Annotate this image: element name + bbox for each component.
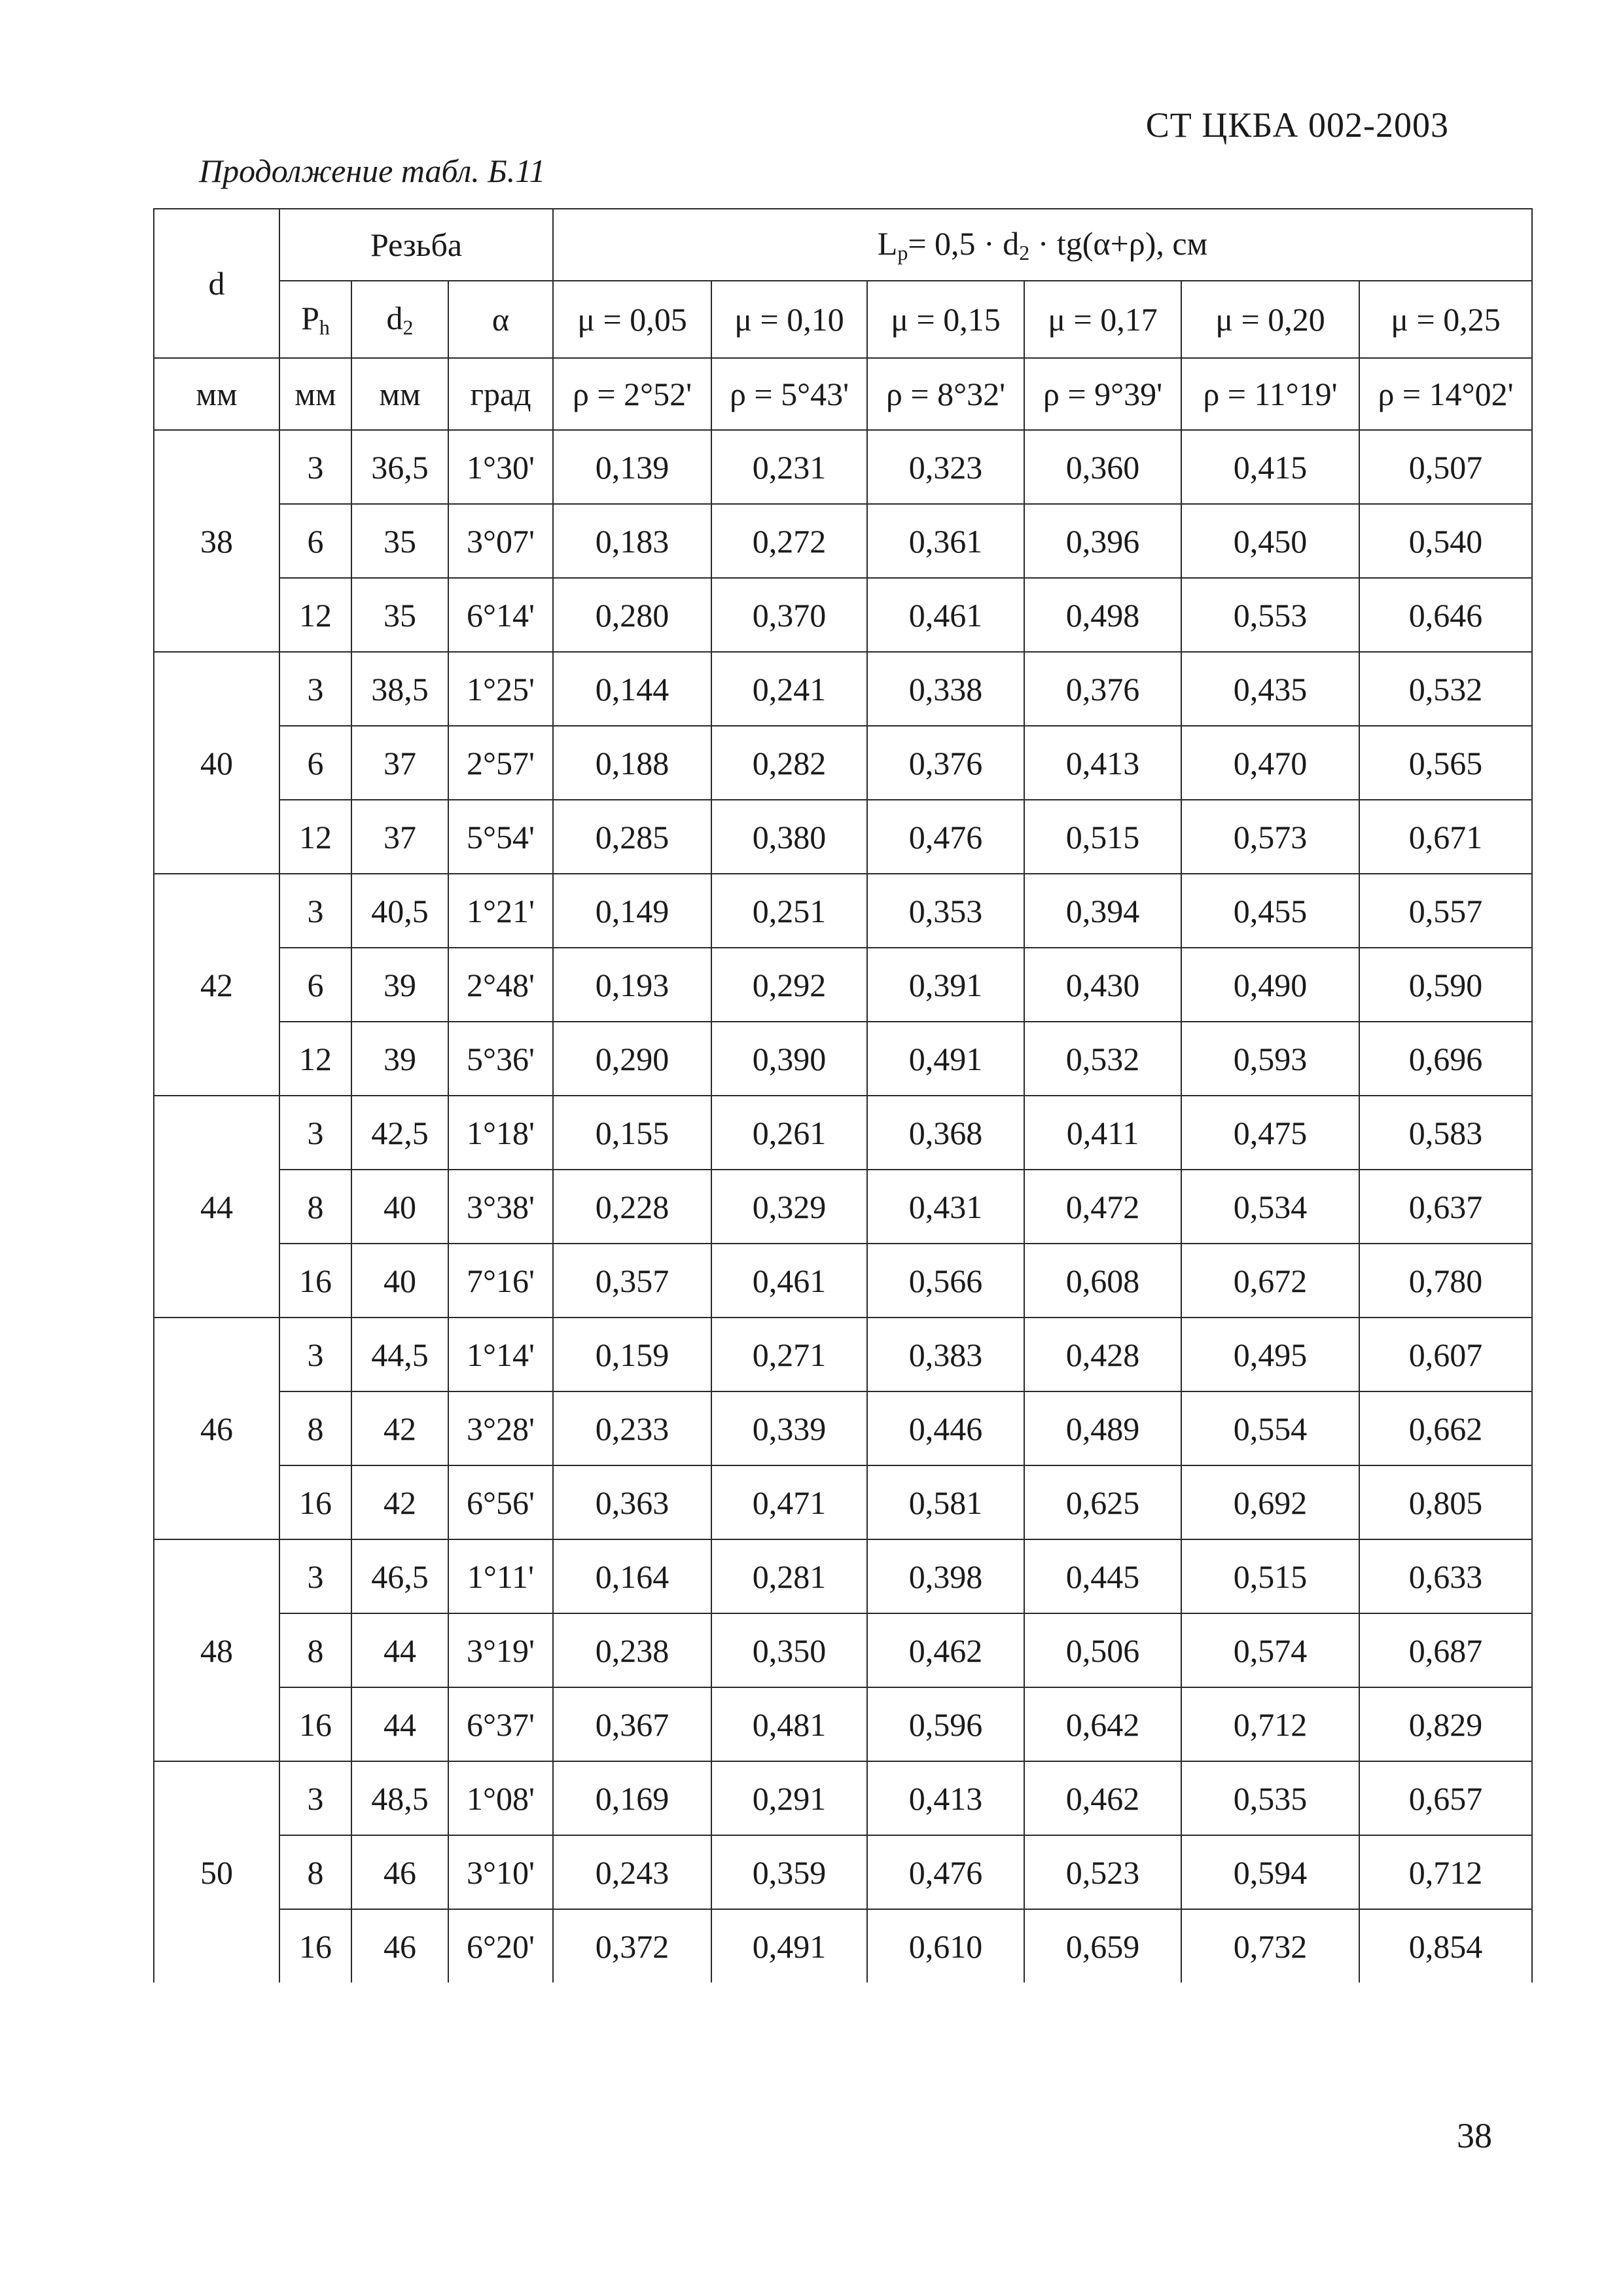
- cell-d: 40: [154, 652, 279, 874]
- cell-lp-2: 0,323: [867, 430, 1024, 504]
- cell-lp-0: 0,357: [553, 1244, 711, 1318]
- cell-ph: 3: [279, 1539, 351, 1613]
- cell-ph: 3: [279, 430, 351, 504]
- cell-alpha: 1°08': [448, 1761, 553, 1835]
- formula-suffix: · tg(α+ρ), см: [1029, 225, 1208, 262]
- cell-lp-5: 0,646: [1359, 578, 1532, 652]
- cell-d2: 42: [351, 1465, 448, 1539]
- header-unit-0: мм: [154, 358, 279, 430]
- cell-lp-2: 0,476: [867, 800, 1024, 874]
- header-d: d: [154, 209, 279, 358]
- table-row: [154, 1465, 1532, 1539]
- header-rho-1: ρ = 5°43': [711, 358, 867, 430]
- cell-lp-5: 0,780: [1359, 1244, 1532, 1318]
- cell-lp-4: 0,594: [1181, 1835, 1359, 1909]
- cell-lp-4: 0,470: [1181, 726, 1359, 800]
- cell-lp-5: 0,507: [1359, 430, 1532, 504]
- header-alpha: α: [448, 281, 553, 358]
- cell-lp-5: 0,540: [1359, 504, 1532, 578]
- cell-lp-4: 0,712: [1181, 1687, 1359, 1761]
- cell-lp-1: 0,370: [711, 578, 867, 652]
- cell-alpha: 1°14': [448, 1318, 553, 1391]
- cell-d2: 42,5: [351, 1096, 448, 1170]
- cell-ph: 8: [279, 1835, 351, 1909]
- header-mu-1: μ = 0,10: [711, 281, 867, 358]
- table-row: [154, 726, 1532, 800]
- cell-lp-2: 0,581: [867, 1465, 1024, 1539]
- cell-d2: 46,5: [351, 1539, 448, 1613]
- cell-lp-2: 0,462: [867, 1613, 1024, 1687]
- cell-lp-0: 0,363: [553, 1465, 711, 1539]
- formula-mid-sub: 2: [1019, 241, 1030, 264]
- cell-lp-4: 0,435: [1181, 652, 1359, 726]
- thread-moment-table: [153, 208, 1533, 1982]
- cell-lp-2: 0,383: [867, 1318, 1024, 1391]
- cell-lp-4: 0,515: [1181, 1539, 1359, 1613]
- table-row: [154, 948, 1532, 1022]
- cell-lp-5: 0,696: [1359, 1022, 1532, 1096]
- cell-lp-4: 0,415: [1181, 430, 1359, 504]
- cell-d2: 35: [351, 578, 448, 652]
- cell-lp-2: 0,391: [867, 948, 1024, 1022]
- cell-d2: 44: [351, 1613, 448, 1687]
- cell-lp-3: 0,428: [1024, 1318, 1181, 1391]
- cell-lp-1: 0,329: [711, 1170, 867, 1244]
- cell-lp-5: 0,671: [1359, 800, 1532, 874]
- cell-ph: 3: [279, 1096, 351, 1170]
- cell-lp-3: 0,625: [1024, 1465, 1181, 1539]
- cell-lp-3: 0,608: [1024, 1244, 1181, 1318]
- cell-d2: 35: [351, 504, 448, 578]
- formula-mid: = 0,5 · d: [908, 225, 1020, 262]
- cell-lp-5: 0,633: [1359, 1539, 1532, 1613]
- cell-d2: 37: [351, 726, 448, 800]
- cell-alpha: 1°30': [448, 430, 553, 504]
- cell-ph: 8: [279, 1391, 351, 1465]
- cell-lp-1: 0,282: [711, 726, 867, 800]
- cell-lp-0: 0,164: [553, 1539, 711, 1613]
- header-unit-3: град: [448, 358, 553, 430]
- header-rho-0: ρ = 2°52': [553, 358, 711, 430]
- table-row: [154, 1318, 1532, 1391]
- cell-alpha: 1°11': [448, 1539, 553, 1613]
- cell-ph: 3: [279, 874, 351, 948]
- cell-d2: 36,5: [351, 430, 448, 504]
- cell-lp-5: 0,829: [1359, 1687, 1532, 1761]
- table-row: [154, 874, 1532, 948]
- cell-lp-2: 0,376: [867, 726, 1024, 800]
- cell-lp-0: 0,144: [553, 652, 711, 726]
- header-unit-2: мм: [351, 358, 448, 430]
- cell-lp-4: 0,672: [1181, 1244, 1359, 1318]
- cell-ph: 12: [279, 800, 351, 874]
- cell-lp-4: 0,554: [1181, 1391, 1359, 1465]
- cell-lp-4: 0,495: [1181, 1318, 1359, 1391]
- cell-lp-2: 0,491: [867, 1022, 1024, 1096]
- cell-lp-5: 0,854: [1359, 1909, 1532, 1982]
- header-formula: [553, 209, 1532, 281]
- cell-d: 48: [154, 1539, 279, 1761]
- cell-alpha: 6°14': [448, 578, 553, 652]
- cell-lp-2: 0,413: [867, 1761, 1024, 1835]
- cell-ph: 6: [279, 504, 351, 578]
- cell-lp-5: 0,657: [1359, 1761, 1532, 1835]
- cell-lp-0: 0,159: [553, 1318, 711, 1391]
- cell-d2: 48,5: [351, 1761, 448, 1835]
- cell-lp-5: 0,590: [1359, 948, 1532, 1022]
- cell-alpha: 3°10': [448, 1835, 553, 1909]
- cell-lp-2: 0,610: [867, 1909, 1024, 1982]
- cell-lp-3: 0,532: [1024, 1022, 1181, 1096]
- table-row: [154, 652, 1532, 726]
- cell-ph: 8: [279, 1613, 351, 1687]
- cell-lp-5: 0,557: [1359, 874, 1532, 948]
- d2-letter: d: [386, 300, 403, 336]
- cell-lp-2: 0,368: [867, 1096, 1024, 1170]
- cell-lp-1: 0,390: [711, 1022, 867, 1096]
- table-row: [154, 1613, 1532, 1687]
- cell-alpha: 3°19': [448, 1613, 553, 1687]
- cell-lp-1: 0,272: [711, 504, 867, 578]
- cell-d: 44: [154, 1096, 279, 1318]
- cell-ph: 8: [279, 1170, 351, 1244]
- table-row: [154, 1761, 1532, 1835]
- cell-ph: 16: [279, 1909, 351, 1982]
- cell-lp-5: 0,662: [1359, 1391, 1532, 1465]
- cell-alpha: 5°36': [448, 1022, 553, 1096]
- cell-lp-2: 0,431: [867, 1170, 1024, 1244]
- cell-alpha: 1°25': [448, 652, 553, 726]
- cell-lp-1: 0,471: [711, 1465, 867, 1539]
- cell-lp-1: 0,251: [711, 874, 867, 948]
- cell-alpha: 1°18': [448, 1096, 553, 1170]
- cell-d2: 38,5: [351, 652, 448, 726]
- header-mu-4: μ = 0,20: [1181, 281, 1359, 358]
- cell-alpha: 3°38': [448, 1170, 553, 1244]
- table-row: [154, 1687, 1532, 1761]
- cell-alpha: 7°16': [448, 1244, 553, 1318]
- cell-lp-0: 0,233: [553, 1391, 711, 1465]
- cell-lp-0: 0,188: [553, 726, 711, 800]
- cell-lp-0: 0,149: [553, 874, 711, 948]
- cell-lp-4: 0,553: [1181, 578, 1359, 652]
- table-row: [154, 1835, 1532, 1909]
- cell-lp-5: 0,687: [1359, 1613, 1532, 1687]
- cell-lp-3: 0,642: [1024, 1687, 1181, 1761]
- table-row: [154, 1391, 1532, 1465]
- header-ph: [279, 281, 351, 358]
- cell-lp-2: 0,361: [867, 504, 1024, 578]
- header-rho-4: ρ = 11°19': [1181, 358, 1359, 430]
- table-row: [154, 1244, 1532, 1318]
- cell-lp-3: 0,411: [1024, 1096, 1181, 1170]
- cell-lp-2: 0,476: [867, 1835, 1024, 1909]
- cell-lp-4: 0,475: [1181, 1096, 1359, 1170]
- cell-lp-3: 0,462: [1024, 1761, 1181, 1835]
- cell-lp-5: 0,712: [1359, 1835, 1532, 1909]
- cell-lp-1: 0,339: [711, 1391, 867, 1465]
- table-row: [154, 578, 1532, 652]
- cell-lp-1: 0,350: [711, 1613, 867, 1687]
- cell-lp-2: 0,398: [867, 1539, 1024, 1613]
- header-rho-5: ρ = 14°02': [1359, 358, 1532, 430]
- cell-alpha: 2°57': [448, 726, 553, 800]
- cell-lp-4: 0,573: [1181, 800, 1359, 874]
- cell-lp-0: 0,372: [553, 1909, 711, 1982]
- cell-lp-2: 0,566: [867, 1244, 1024, 1318]
- cell-lp-4: 0,455: [1181, 874, 1359, 948]
- cell-lp-3: 0,498: [1024, 578, 1181, 652]
- cell-d2: 37: [351, 800, 448, 874]
- cell-lp-3: 0,659: [1024, 1909, 1181, 1982]
- table-row: [154, 504, 1532, 578]
- cell-lp-1: 0,292: [711, 948, 867, 1022]
- cell-lp-3: 0,430: [1024, 948, 1181, 1022]
- formula-prefix-sub: p: [897, 241, 908, 264]
- document-code: СТ ЦКБА 002-2003: [1145, 105, 1449, 145]
- cell-lp-3: 0,472: [1024, 1170, 1181, 1244]
- cell-d2: 42: [351, 1391, 448, 1465]
- table-row: [154, 800, 1532, 874]
- cell-lp-1: 0,461: [711, 1244, 867, 1318]
- cell-lp-2: 0,596: [867, 1687, 1024, 1761]
- cell-lp-2: 0,461: [867, 578, 1024, 652]
- cell-lp-1: 0,281: [711, 1539, 867, 1613]
- cell-lp-0: 0,243: [553, 1835, 711, 1909]
- cell-lp-1: 0,491: [711, 1909, 867, 1982]
- cell-ph: 12: [279, 578, 351, 652]
- cell-lp-1: 0,291: [711, 1761, 867, 1835]
- formula-prefix: L: [877, 225, 898, 262]
- table-row: [154, 430, 1532, 504]
- table-row: [154, 1909, 1532, 1982]
- cell-alpha: 6°56': [448, 1465, 553, 1539]
- cell-d2: 39: [351, 948, 448, 1022]
- cell-alpha: 3°07': [448, 504, 553, 578]
- cell-lp-4: 0,574: [1181, 1613, 1359, 1687]
- cell-alpha: 5°54': [448, 800, 553, 874]
- cell-lp-3: 0,515: [1024, 800, 1181, 874]
- cell-lp-0: 0,193: [553, 948, 711, 1022]
- header-mu-5: μ = 0,25: [1359, 281, 1532, 358]
- cell-ph: 16: [279, 1244, 351, 1318]
- cell-d: 38: [154, 430, 279, 652]
- cell-ph: 16: [279, 1465, 351, 1539]
- cell-lp-4: 0,534: [1181, 1170, 1359, 1244]
- cell-lp-1: 0,380: [711, 800, 867, 874]
- cell-d: 50: [154, 1761, 279, 1982]
- cell-lp-5: 0,565: [1359, 726, 1532, 800]
- header-mu-0: μ = 0,05: [553, 281, 711, 358]
- cell-d2: 40: [351, 1170, 448, 1244]
- cell-lp-0: 0,285: [553, 800, 711, 874]
- cell-lp-5: 0,607: [1359, 1318, 1532, 1391]
- cell-alpha: 6°20': [448, 1909, 553, 1982]
- cell-alpha: 3°28': [448, 1391, 553, 1465]
- cell-ph: 3: [279, 1318, 351, 1391]
- cell-lp-4: 0,732: [1181, 1909, 1359, 1982]
- header-d2: [351, 281, 448, 358]
- cell-lp-0: 0,290: [553, 1022, 711, 1096]
- cell-lp-4: 0,692: [1181, 1465, 1359, 1539]
- d2-sub: 2: [402, 315, 414, 339]
- cell-lp-0: 0,238: [553, 1613, 711, 1687]
- cell-lp-2: 0,353: [867, 874, 1024, 948]
- cell-lp-1: 0,481: [711, 1687, 867, 1761]
- cell-lp-5: 0,805: [1359, 1465, 1532, 1539]
- cell-lp-0: 0,228: [553, 1170, 711, 1244]
- cell-lp-3: 0,445: [1024, 1539, 1181, 1613]
- cell-lp-2: 0,446: [867, 1391, 1024, 1465]
- header-rho-3: ρ = 9°39': [1024, 358, 1181, 430]
- cell-lp-3: 0,506: [1024, 1613, 1181, 1687]
- cell-ph: 12: [279, 1022, 351, 1096]
- table-row: [154, 1539, 1532, 1613]
- cell-lp-4: 0,535: [1181, 1761, 1359, 1835]
- cell-lp-2: 0,338: [867, 652, 1024, 726]
- cell-lp-1: 0,261: [711, 1096, 867, 1170]
- cell-lp-3: 0,396: [1024, 504, 1181, 578]
- cell-d2: 46: [351, 1909, 448, 1982]
- ph-letter: P: [301, 300, 319, 336]
- table-continuation-caption: Продолжение табл. Б.11: [199, 152, 546, 189]
- cell-alpha: 2°48': [448, 948, 553, 1022]
- cell-lp-5: 0,532: [1359, 652, 1532, 726]
- table-row: [154, 1096, 1532, 1170]
- cell-ph: 6: [279, 948, 351, 1022]
- cell-lp-4: 0,490: [1181, 948, 1359, 1022]
- cell-lp-3: 0,394: [1024, 874, 1181, 948]
- header-mu-3: μ = 0,17: [1024, 281, 1181, 358]
- header-unit-1: мм: [279, 358, 351, 430]
- cell-alpha: 1°21': [448, 874, 553, 948]
- cell-lp-3: 0,413: [1024, 726, 1181, 800]
- cell-ph: 3: [279, 1761, 351, 1835]
- cell-d2: 39: [351, 1022, 448, 1096]
- cell-lp-0: 0,280: [553, 578, 711, 652]
- cell-lp-0: 0,367: [553, 1687, 711, 1761]
- cell-ph: 3: [279, 652, 351, 726]
- cell-ph: 16: [279, 1687, 351, 1761]
- header-thread: Резьба: [279, 209, 553, 281]
- cell-d: 42: [154, 874, 279, 1096]
- cell-d2: 44: [351, 1687, 448, 1761]
- page-number: 38: [1457, 2116, 1492, 2155]
- cell-lp-0: 0,169: [553, 1761, 711, 1835]
- cell-ph: 6: [279, 726, 351, 800]
- cell-lp-5: 0,583: [1359, 1096, 1532, 1170]
- header-mu-2: μ = 0,15: [867, 281, 1024, 358]
- table-row: [154, 1170, 1532, 1244]
- cell-d2: 44,5: [351, 1318, 448, 1391]
- cell-lp-1: 0,271: [711, 1318, 867, 1391]
- cell-lp-1: 0,241: [711, 652, 867, 726]
- cell-lp-0: 0,183: [553, 504, 711, 578]
- cell-lp-0: 0,155: [553, 1096, 711, 1170]
- cell-lp-4: 0,450: [1181, 504, 1359, 578]
- ph-sub: h: [319, 315, 330, 339]
- cell-lp-3: 0,523: [1024, 1835, 1181, 1909]
- cell-lp-3: 0,489: [1024, 1391, 1181, 1465]
- cell-lp-5: 0,637: [1359, 1170, 1532, 1244]
- cell-d2: 40,5: [351, 874, 448, 948]
- cell-lp-1: 0,359: [711, 1835, 867, 1909]
- cell-d2: 40: [351, 1244, 448, 1318]
- table-row: [154, 1022, 1532, 1096]
- cell-alpha: 6°37': [448, 1687, 553, 1761]
- cell-d2: 46: [351, 1835, 448, 1909]
- cell-lp-0: 0,139: [553, 430, 711, 504]
- cell-lp-3: 0,360: [1024, 430, 1181, 504]
- cell-d: 46: [154, 1318, 279, 1539]
- header-rho-2: ρ = 8°32': [867, 358, 1024, 430]
- cell-lp-1: 0,231: [711, 430, 867, 504]
- cell-lp-4: 0,593: [1181, 1022, 1359, 1096]
- cell-lp-3: 0,376: [1024, 652, 1181, 726]
